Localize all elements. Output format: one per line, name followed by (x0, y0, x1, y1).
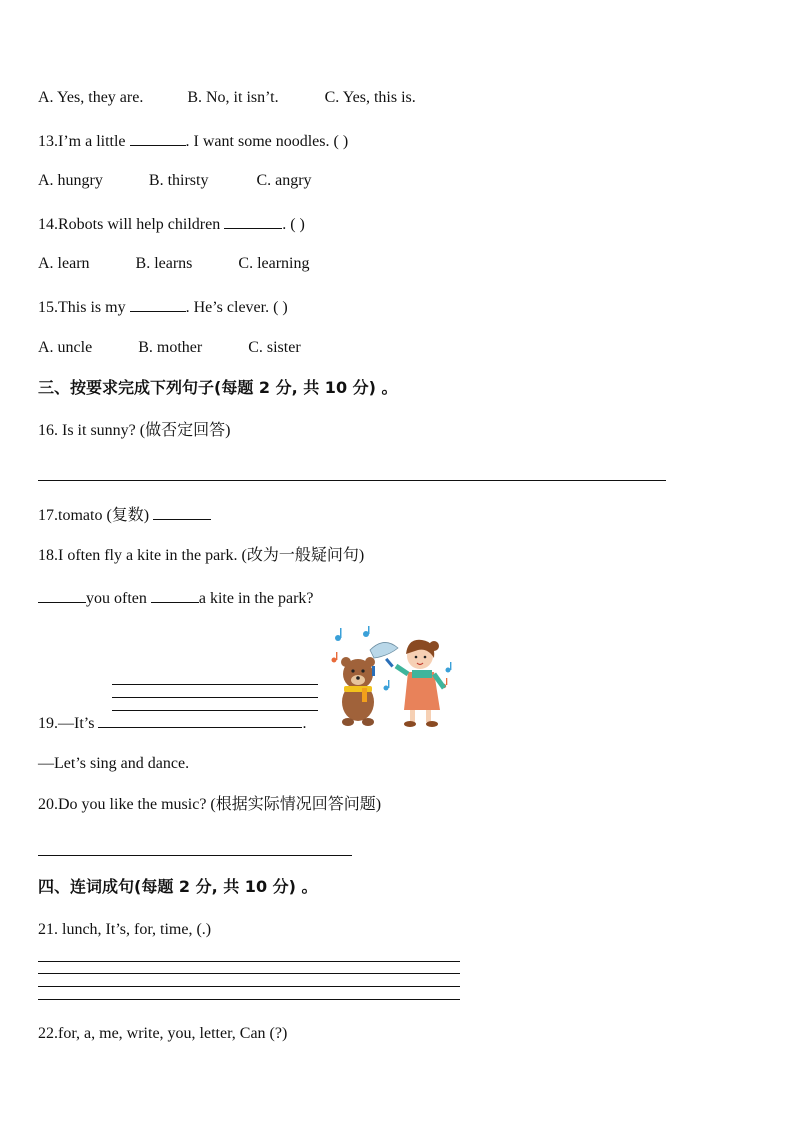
q12-options (38, 88, 416, 108)
section-3-heading: 三、按要求完成下列句子(每题 2 分, 共 10 分) 。 (38, 378, 398, 397)
q20-question: 20.Do you like the music? (根据实际情况回答问题) (38, 796, 382, 813)
q16-question: 16. Is it sunny? (做否定回答) (38, 422, 231, 439)
q14-text-end: . ( ) (282, 216, 305, 233)
q21-writing-line-1[interactable] (38, 961, 460, 962)
q20-answer-line[interactable] (38, 855, 352, 856)
q18-answer (38, 587, 314, 609)
q12-option-c[interactable]: C. Yes, this is. (324, 89, 416, 106)
q14-question (38, 213, 305, 235)
q19-answer: —Let’s sing and dance. (38, 755, 190, 772)
q14-option-c[interactable]: C. learning (238, 255, 310, 272)
q17-question (38, 504, 211, 526)
q14-option-a[interactable]: A. learn (38, 255, 90, 272)
q13-options (38, 171, 312, 191)
bear-icon (341, 657, 375, 726)
q14-blank[interactable] (224, 213, 282, 229)
q15-option-b[interactable]: B. mother (138, 339, 203, 356)
q18-blank-1[interactable] (38, 587, 86, 603)
q13-option-b[interactable]: B. thirsty (148, 172, 209, 189)
q21-writing-line-3[interactable] (38, 986, 460, 987)
q13-question (38, 130, 348, 152)
girl-icon (385, 640, 444, 727)
q13-text-end: . I want some noodles. ( ) (185, 133, 349, 150)
q18-blank-2[interactable] (151, 587, 199, 603)
q15-blank[interactable] (130, 296, 186, 312)
q18-mid-text: you often (86, 590, 147, 607)
q15-question (38, 296, 288, 318)
q19-text-end: . (302, 715, 307, 732)
q15-options (38, 338, 301, 358)
q19-writing-line-1[interactable] (112, 684, 318, 685)
q16-answer-line[interactable] (38, 480, 666, 481)
q19-blank[interactable] (98, 712, 302, 728)
q21-writing-line-4[interactable] (38, 999, 460, 1000)
q13-option-a[interactable]: A. hungry (38, 172, 103, 189)
q15-option-c[interactable]: C. sister (248, 339, 301, 356)
q19-text: 19.—It’s (38, 715, 95, 732)
q15-option-a[interactable]: A. uncle (38, 339, 93, 356)
q12-option-b[interactable]: B. No, it isn’t. (187, 89, 279, 106)
singing-bear-girl-illustration (326, 626, 458, 730)
q18-end-text: a kite in the park? (198, 590, 314, 607)
q21-writing-line-2[interactable] (38, 973, 460, 974)
q22-question: 22.for, a, me, write, you, letter, Can (?) (38, 1025, 288, 1042)
q19-question (38, 712, 306, 734)
q14-option-b[interactable]: B. learns (135, 255, 193, 272)
q17-text: 17.tomato (复数) (38, 507, 150, 524)
q12-option-a[interactable]: A. Yes, they are. (38, 89, 144, 106)
q15-text-end: . He’s clever. ( ) (185, 299, 288, 316)
q21-question: 21. lunch, It’s, for, time, (.) (38, 921, 212, 938)
q18-question: 18.I often fly a kite in the park. (改为一般疑问句) (38, 547, 365, 564)
q13-blank[interactable] (130, 130, 186, 146)
q19-writing-line-3[interactable] (112, 710, 318, 711)
q19-writing-line-2[interactable] (112, 697, 318, 698)
q15-text: 15.This is my (38, 299, 126, 316)
q14-options (38, 254, 310, 274)
q13-option-c[interactable]: C. angry (256, 172, 312, 189)
section-4-heading: 四、连词成句(每题 2 分, 共 10 分) 。 (38, 877, 318, 896)
q14-text: 14.Robots will help children (38, 216, 221, 233)
q13-text: 13.I’m a little (38, 133, 126, 150)
q17-blank[interactable] (153, 504, 211, 520)
